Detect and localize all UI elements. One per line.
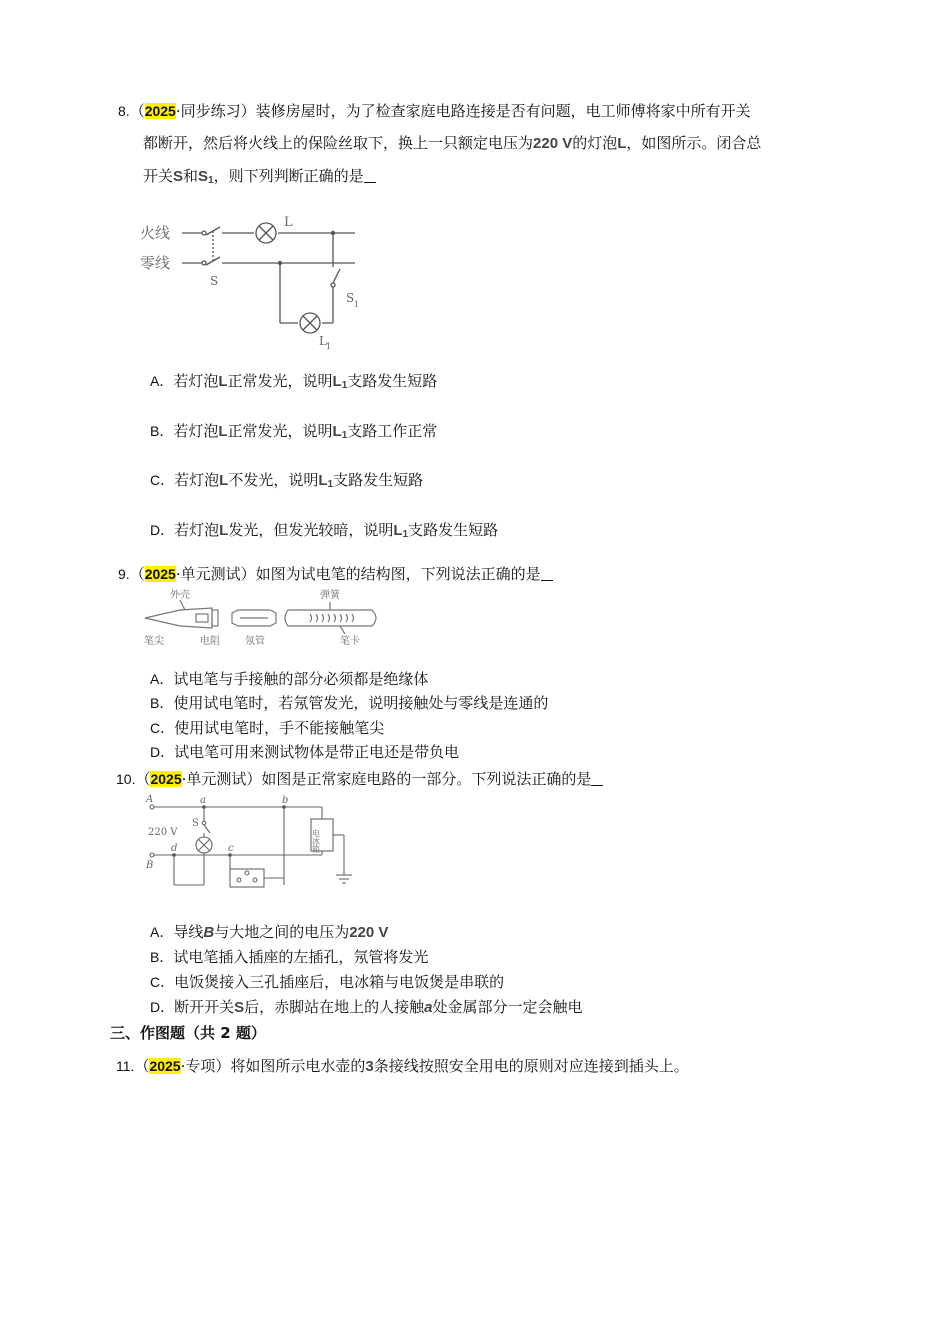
question-source: ·专项）: [180, 1057, 231, 1075]
svg-text:a: a: [200, 795, 206, 806]
spring-label: 弹簧: [320, 590, 340, 601]
option-b[interactable]: B．使用试电笔时，若氖管发光，说明接触处与零线是连通的: [150, 694, 549, 712]
fridge-label: 电冰箱: [311, 829, 321, 853]
question-source: ·单元测试）: [181, 770, 262, 788]
resistor-label: 电阻: [200, 636, 220, 647]
tip-label: 笔尖: [144, 636, 164, 647]
option-b[interactable]: B．若灯泡L正常发光，说明$L_1$支路工作正常: [150, 422, 438, 441]
live-wire-label: 火线: [140, 224, 171, 242]
question-source: ·单元测试）: [175, 565, 256, 583]
switch-s1-label: S: [346, 291, 355, 305]
option-c[interactable]: C．电饭煲接入三孔插座后，电冰箱与电饭煲是串联的: [150, 973, 505, 991]
answer-blank: [591, 771, 603, 786]
question-text: 如图为试电笔的结构图，下列说法正确的是: [255, 565, 541, 583]
svg-text:d: d: [171, 843, 178, 854]
question-text: 装修房屋时，为了检查家庭电路连接是否有问题，电工师傅将家中所有开关: [255, 102, 751, 120]
year-highlight: 2025: [149, 1058, 181, 1074]
question-8: 8.（2025·同步练习）装修房屋时，为了检查家庭电路连接是否有问题，电工师傅将家中所有开关 都断开，然后将火线上的保险丝取下，换上一只额定电压为220 V的灯泡L，如图所示。闭合总 开关S和$S_1$，则下列判断正确的是: [118, 102, 762, 186]
svg-text:c: c: [228, 843, 234, 854]
section-heading: 三、作图题（共 2 题）: [110, 1024, 266, 1042]
svg-text:S: S: [192, 818, 199, 829]
question-text: 如图是正常家庭电路的一部分。下列说法正确的是: [261, 770, 592, 788]
option-d[interactable]: D．试电笔可用来测试物体是带正电还是带负电: [150, 743, 460, 761]
option-b[interactable]: B．试电笔插入插座的左插孔，氖管将发光: [150, 948, 429, 966]
option-a[interactable]: A．若灯泡L正常发光，说明$L_1$支路发生短路: [150, 372, 438, 391]
year-highlight: 2025: [144, 566, 176, 582]
question-number: 8.: [118, 103, 130, 119]
option-c[interactable]: C．若灯泡L不发光，说明$L_1$支路发生短路: [150, 471, 424, 490]
svg-text:1: 1: [354, 300, 360, 309]
question-11: 11.（2025·专项）将如图所示电水壶的3条接线按照安全用电的原则对应连接到插头上。: [116, 1057, 689, 1075]
clip-label: 笔卡: [340, 636, 360, 647]
answer-blank: [364, 168, 376, 183]
question-number: 9.: [118, 566, 130, 582]
answer-blank: [541, 566, 553, 581]
test-pen-figure: [140, 588, 390, 650]
svg-text:B: B: [146, 860, 154, 871]
year-highlight: 2025: [144, 103, 176, 119]
option-c[interactable]: C．使用试电笔时，手不能接触笔尖: [150, 719, 385, 737]
question-number: 10.: [116, 771, 136, 787]
circuit-figure-q8: [140, 205, 370, 355]
neon-label: 氖管: [245, 636, 265, 647]
svg-text:A: A: [146, 794, 154, 805]
question-number: 11.: [116, 1058, 135, 1074]
lamp-l-label: L: [284, 215, 293, 230]
option-d[interactable]: D．断开开关S后，赤脚站在地上的人接触a处金属部分一定会触电: [150, 998, 583, 1016]
svg-text:1: 1: [326, 342, 332, 351]
question-9: 9.（2025·单元测试）如图为试电笔的结构图，下列说法正确的是: [118, 560, 848, 588]
neutral-wire-label: 零线: [140, 254, 171, 272]
lamp-l1-label: L: [319, 334, 327, 348]
question-source: ·同步练习）: [175, 102, 256, 120]
year-highlight: 2025: [150, 771, 182, 787]
svg-text:b: b: [282, 795, 289, 806]
option-d[interactable]: D．若灯泡L发光，但发光较暗，说明$L_1$支路发生短路: [150, 521, 499, 540]
question-10: 10.（2025·单元测试）如图是正常家庭电路的一部分。下列说法正确的是: [116, 765, 846, 793]
option-a[interactable]: A．导线B与大地之间的电压为220 V: [150, 923, 389, 941]
switch-s-label: S: [210, 274, 219, 288]
option-a[interactable]: A．试电笔与手接触的部分必须都是绝缘体: [150, 670, 429, 688]
voltage-label: 220 V: [148, 827, 178, 838]
household-circuit-figure: [144, 793, 359, 893]
shell-label: 外壳: [170, 590, 190, 601]
